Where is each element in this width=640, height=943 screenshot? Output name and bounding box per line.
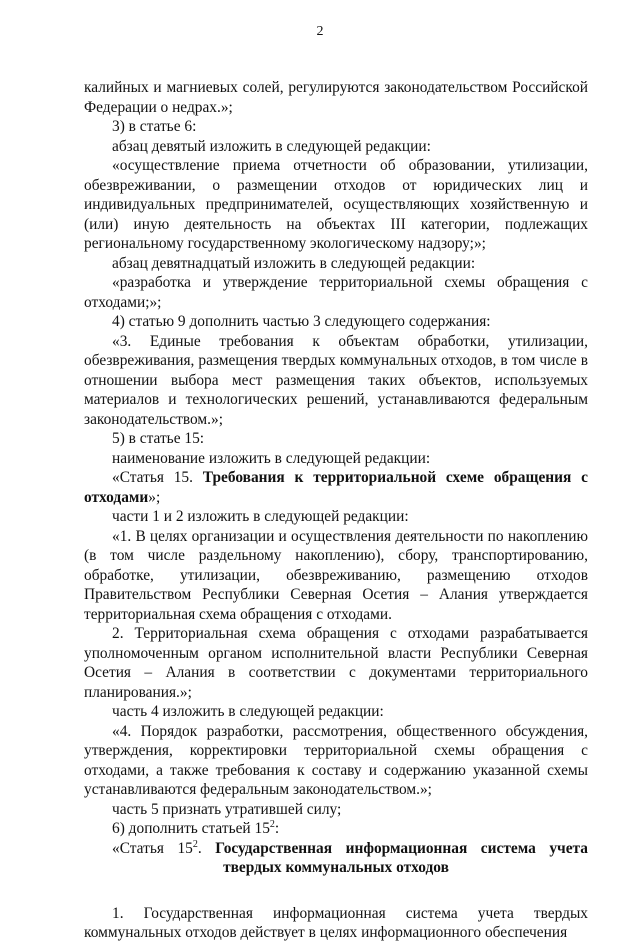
paragraph-amendment-text: 2. Территориальная схема обращения с отходами разрабатывается уполномоченным органом исполнительной власти Республики Северная Осетия – Алания в соответствии с документами территориального планирования.»; [84, 625, 588, 701]
paragraph-article-text: 1. Государственная информационная система учета твердых коммунальных отходов действует в целях информационного обеспечения [84, 904, 588, 941]
document-body [84, 78, 588, 943]
paragraph-instruction: наименование изложить в следующей редакции: [112, 449, 431, 467]
article-15-2-bold-title-line1: Государственная информационная система учета [215, 839, 588, 857]
article-15-title [84, 468, 588, 507]
paragraph-instruction: абзац девятый изложить в следующей редакции: [112, 137, 431, 155]
article-15-2-bold-title-line2: твердых коммунальных отходов [223, 859, 449, 876]
paragraph-amendment-text: «4. Порядок разработки, рассмотрения, общественного обсуждения, утверждения, корректировки территориальной схемы обращения с отходами, а также требования к составу и содержанию указанной схемы устанавливаются федеральным законодательством.»; [84, 722, 588, 798]
article-15-suffix: »; [148, 488, 161, 506]
paragraph-amendment-text: «разработка и утверждение территориальной схемы обращения с отходами;»; [84, 274, 588, 311]
paragraph-amendment-text: «осуществление приема отчетности об образовании, утилизации, обезвреживании, о размещении отходов от юридических лиц и индивидуальных предпринимателей, осуществляющих хозяйственную и (или) иную деятельность на объектах III категории, подлежащих региональному государственному экологическому надзору;»; [84, 157, 588, 252]
article-15-2-title [84, 839, 588, 878]
item-6-heading [84, 819, 588, 839]
paragraph-instruction: части 1 и 2 изложить в следующей редакции: [112, 508, 409, 525]
article-15-bold-title: Требования к территориальной схеме обращения с отходами [84, 469, 588, 506]
item-6-suffix: : [274, 820, 280, 837]
item-5-heading: 5) в статье 15: [112, 430, 205, 447]
paragraph-amendment-text: «3. Единые требования к объектам обработки, утилизации, обезвреживания, размещения твердых коммунальных отходов, в том числе в отношении выбора мест размещения таких объектов, используемых материалов и технологических решений, устанавливаются федеральным законодательством.»; [84, 332, 588, 428]
page-number: 2 [316, 24, 324, 39]
paragraph-instruction: часть 5 признать утратившей силу; [112, 800, 342, 818]
item-4-heading: 4) статью 9 дополнить частью 3 следующего содержания: [112, 313, 491, 330]
paragraph-instruction: абзац девятнадцатый изложить в следующей редакции: [112, 254, 476, 272]
item-6-superscript: 2 [269, 818, 275, 830]
item-6-prefix: 6) дополнить статьей 15 [112, 820, 270, 837]
paragraph-amendment-text: «1. В целях организации и осуществления деятельности по накоплению (в том числе раздельному накоплению), сбору, транспортированию, обработке, утилизации, обезвреживанию, размещению отходов Правительством Республики Северная Осетия – Алания утверждается территориальная схема обращения с отходами. [84, 527, 588, 623]
article-15-prefix: «Статья 15. [112, 469, 203, 486]
paragraph-continuation: калийных и магниевых солей, регулируются законодательством Российской Федерации о недрах.»; [84, 79, 588, 116]
article-15-2-superscript: 2 [192, 838, 198, 850]
article-15-2-dot: . [197, 839, 216, 857]
item-3-heading: 3) в статье 6: [112, 118, 197, 135]
spacer [84, 878, 588, 904]
article-15-2-title-line1 [84, 839, 588, 859]
paragraph-instruction: часть 4 изложить в следующей редакции: [112, 703, 384, 720]
article-15-2-prefix: «Статья 15 [112, 839, 193, 857]
